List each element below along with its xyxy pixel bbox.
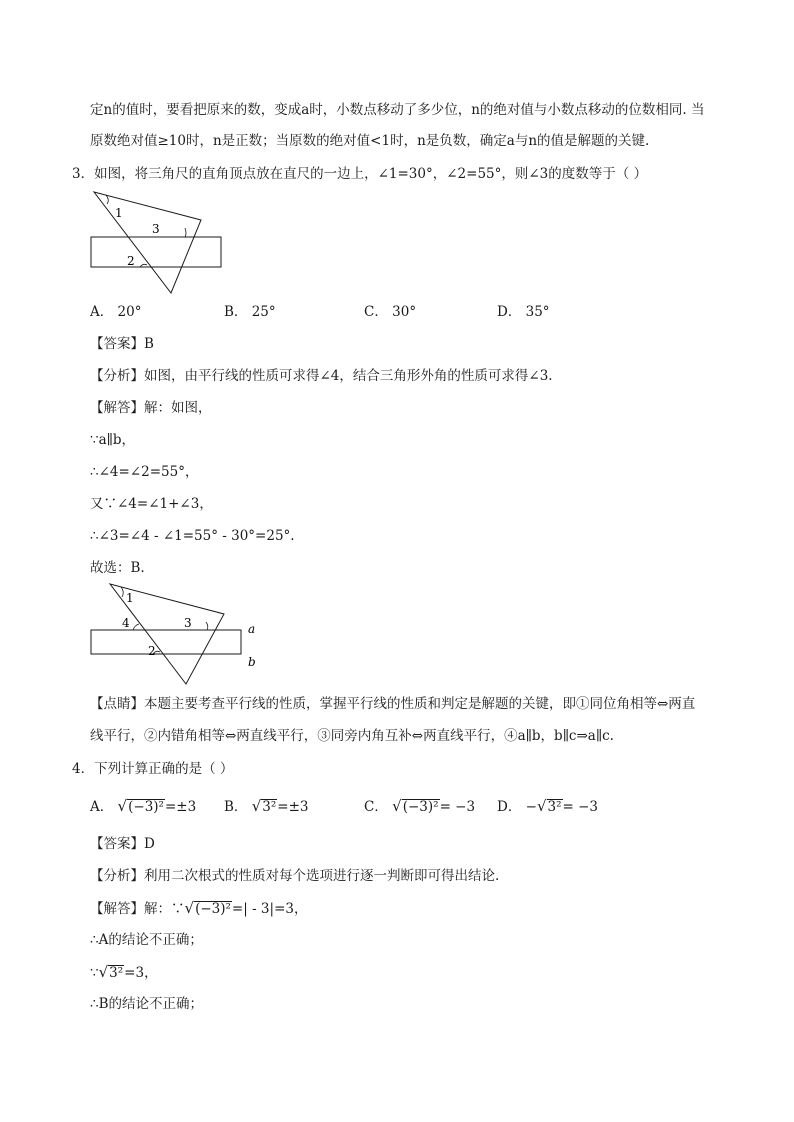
option-c: C． 30° <box>364 304 417 320</box>
question-text: 下列计算正确的是（ ） <box>94 761 234 777</box>
sqrt-symbol: √ <box>117 797 128 815</box>
analysis: 【分析】利用二次根式的性质对每个选项进行逐一判断即可得出结论. <box>90 868 500 884</box>
question-number: 4． <box>72 761 95 777</box>
solution-figure <box>90 580 270 688</box>
question-text: 如图，将三角尺的直角顶点放在直尺的一边上，∠1=30°，∠2=55°，则∠3的度数等于（ ） <box>94 166 648 182</box>
line-label-a: a <box>248 622 256 636</box>
question-3-figure <box>90 190 230 298</box>
solution-line: ∴∠3=∠4 - ∠1=55° - 30°=25°. <box>90 528 295 544</box>
sqrt-symbol: √ <box>392 797 402 815</box>
option-a: A． √(−3)²=±3 <box>90 797 197 815</box>
angle-4-arc <box>133 624 139 630</box>
angle-label-2: 2 <box>127 254 135 268</box>
solution-line: ∵√3²=3， <box>90 963 158 981</box>
solution-line: 又∵∠4=∠1+∠3， <box>90 496 213 512</box>
radicand: 3² <box>109 965 124 981</box>
option-d: D． −√3²= −3 <box>497 797 599 815</box>
angle-3-arc <box>185 228 186 237</box>
option-a: A． 20° <box>90 304 142 320</box>
radicand: (−3)² <box>402 799 439 815</box>
angle-label-1: 1 <box>115 206 123 220</box>
triangle-shape <box>94 192 201 293</box>
angle-label-3: 3 <box>184 616 192 630</box>
sqrt-symbol: √ <box>536 797 547 815</box>
option-b: B． √3²=±3 <box>224 797 309 815</box>
comment-line-1: 【点睛】本题主要考查平行线的性质，掌握平行线的性质和判定是解题的关键，即①同位角相等⇔两直 <box>90 696 696 712</box>
line-label-b: b <box>248 655 256 669</box>
solution-line: ∴A的结论不正确； <box>90 932 203 948</box>
analysis: 【分析】如图，由平行线的性质可求得∠4，结合三角形外角的性质可求得∠3. <box>90 368 553 384</box>
angle-label-3: 3 <box>152 222 160 236</box>
angle-1-arc <box>121 587 123 597</box>
radicand: 3² <box>262 799 277 815</box>
radicand: (−3)² <box>195 901 231 917</box>
option-c: C． √(−3)²= −3 <box>364 797 476 815</box>
sqrt-symbol: √ <box>251 797 262 815</box>
answer: 【答案】B <box>90 336 154 352</box>
sqrt-symbol: √ <box>98 963 109 981</box>
comment-line-2: 线平行，②内错角相等⇔两直线平行，③同旁内角互补⇔两直线平行，④a∥b，b∥c⇒a∥c. <box>90 728 614 744</box>
angle-3-arc <box>206 622 208 630</box>
question-number: 3． <box>72 166 95 182</box>
option-b: B． 25° <box>224 304 276 320</box>
question-4 <box>72 759 233 779</box>
angle-label-1: 1 <box>126 591 134 605</box>
intro-line-2: 原数绝对值≥10时，n是正数；当原数的绝对值<1时，n是负数，确定a与n的值是解题的关键. <box>90 133 650 149</box>
solution-line: ∴∠4=∠2=55°， <box>90 464 199 480</box>
radicand: 3² <box>547 799 562 815</box>
question-3 <box>72 164 647 184</box>
solution-line: ∵a∥b， <box>90 432 136 448</box>
ruler-shape <box>91 237 221 267</box>
solution-line: ∴B的结论不正确； <box>90 996 204 1012</box>
option-d: D． 35° <box>497 304 550 320</box>
solution-line: 【解答】解：如图， <box>90 400 212 416</box>
angle-label-4: 4 <box>122 616 130 630</box>
angle-1-arc <box>106 195 108 204</box>
radicand: (−3)² <box>128 799 164 815</box>
solution-line: 【解答】解：∵√(−3)²=| - 3|=3， <box>90 899 308 917</box>
solution-line: 故选：B. <box>90 560 145 576</box>
sqrt-symbol: √ <box>184 899 195 917</box>
intro-line-1: 定n的值时，要看把原来的数，变成a时，小数点移动了多少位，n的绝对值与小数点移动的位数相同. 当 <box>90 102 705 118</box>
answer: 【答案】D <box>90 836 155 852</box>
ruler-shape <box>91 630 241 654</box>
angle-label-2: 2 <box>148 644 156 658</box>
